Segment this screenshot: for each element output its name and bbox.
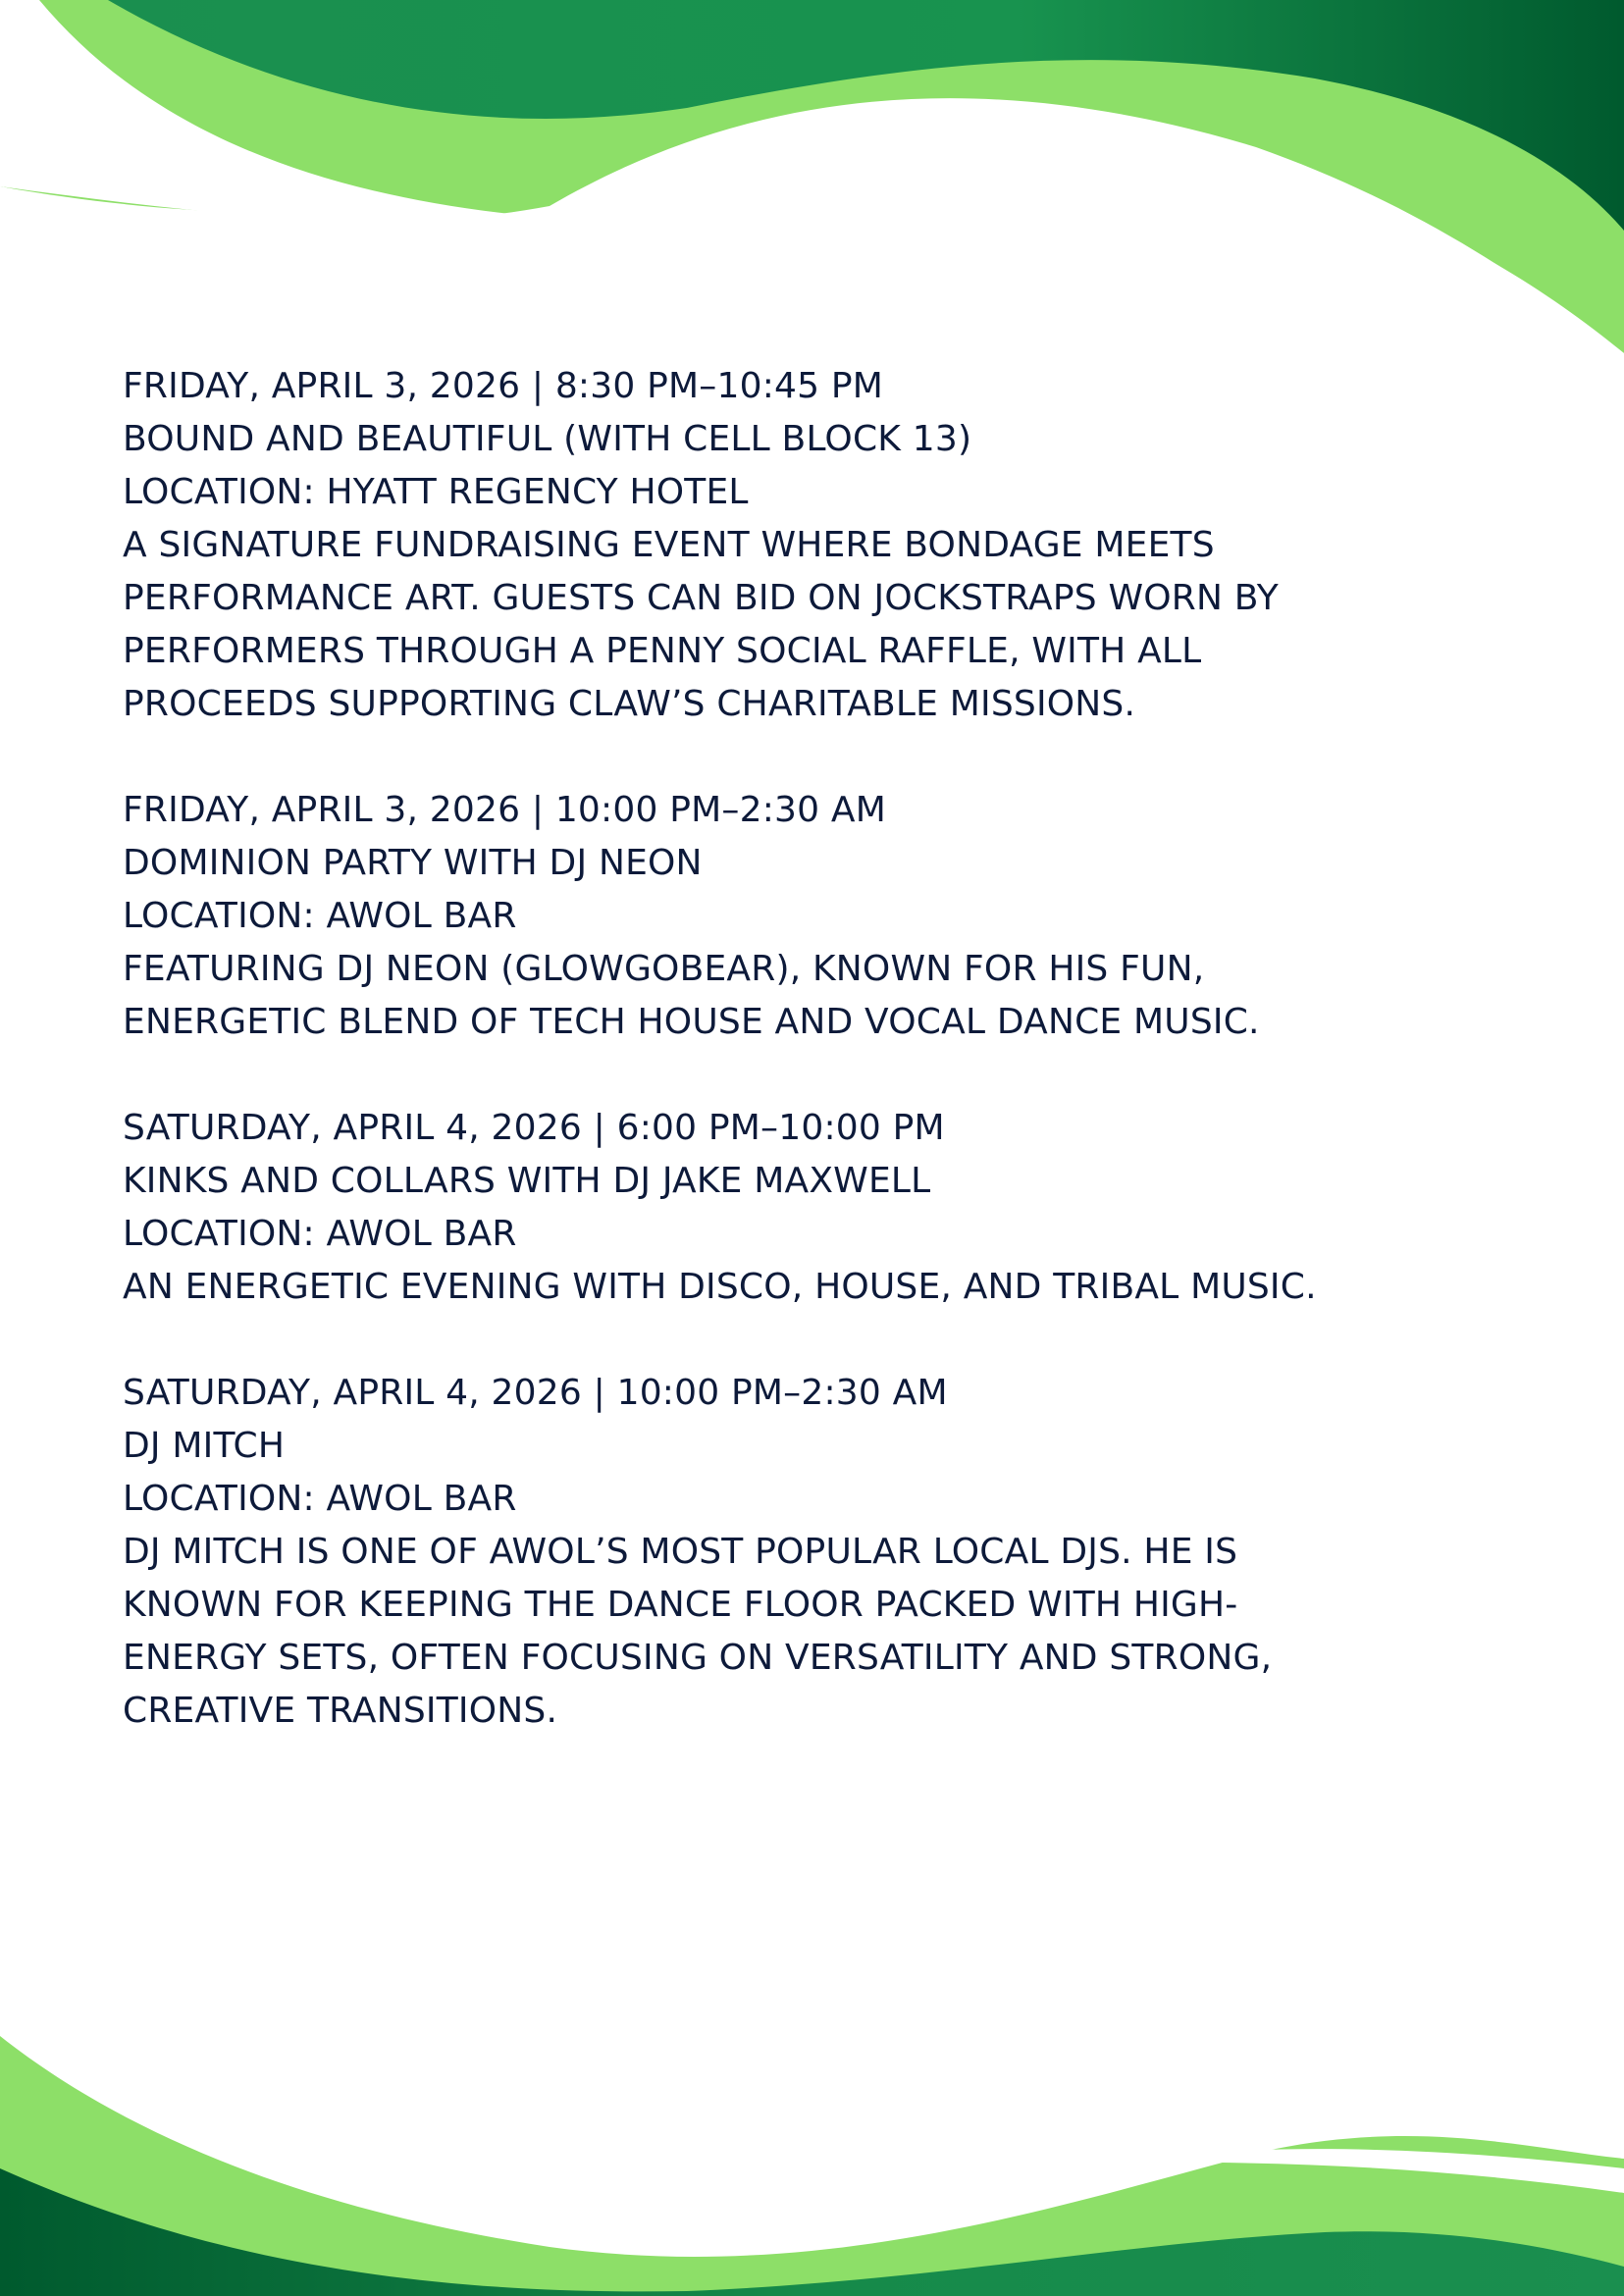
event-datetime: SATURDAY, APRIL 4, 2026 | 6:00 PM–10:00 PM: [123, 1108, 945, 1148]
event-description-line: PERFORMANCE ART. GUESTS CAN BID ON JOCKSTRAPS WORN BY: [123, 578, 1279, 618]
event-description-line: FEATURING DJ NEON (GLOWGOBEAR), KNOWN FOR HIS FUN,: [123, 949, 1205, 989]
event-entry: [123, 1367, 1516, 1738]
event-entry: [123, 360, 1516, 731]
event-location: LOCATION: AWOL BAR: [123, 1479, 517, 1519]
event-entry: [123, 1102, 1516, 1314]
event-description-line: ENERGY SETS, OFTEN FOCUSING ON VERSATILITY AND STRONG,: [123, 1638, 1273, 1678]
event-title: DJ MITCH: [123, 1426, 286, 1466]
top-wave-decoration: [0, 0, 1624, 353]
event-location: LOCATION: HYATT REGENCY HOTEL: [123, 472, 749, 512]
event-title: DOMINION PARTY WITH DJ NEON: [123, 843, 703, 883]
event-schedule: [123, 360, 1516, 1791]
event-description-line: ENERGETIC BLEND OF TECH HOUSE AND VOCAL DANCE MUSIC.: [123, 1002, 1260, 1042]
event-location: LOCATION: AWOL BAR: [123, 896, 517, 936]
event-description-line: PROCEEDS SUPPORTING CLAW’S CHARITABLE MISSIONS.: [123, 684, 1136, 724]
event-description-line: A SIGNATURE FUNDRAISING EVENT WHERE BONDAGE MEETS: [123, 525, 1215, 565]
event-datetime: FRIDAY, APRIL 3, 2026 | 10:00 PM–2:30 AM: [123, 790, 886, 830]
event-datetime: FRIDAY, APRIL 3, 2026 | 8:30 PM–10:45 PM: [123, 366, 884, 406]
event-location: LOCATION: AWOL BAR: [123, 1214, 517, 1254]
event-description-line: CREATIVE TRANSITIONS.: [123, 1691, 558, 1731]
event-description-line: PERFORMERS THROUGH A PENNY SOCIAL RAFFLE, WITH ALL: [123, 631, 1202, 671]
event-title: KINKS AND COLLARS WITH DJ JAKE MAXWELL: [123, 1161, 931, 1201]
bottom-wave-decoration: [0, 2021, 1624, 2296]
event-description-line: AN ENERGETIC EVENING WITH DISCO, HOUSE, AND TRIBAL MUSIC.: [123, 1267, 1317, 1307]
event-description-line: KNOWN FOR KEEPING THE DANCE FLOOR PACKED WITH HIGH-: [123, 1585, 1238, 1625]
event-description-line: DJ MITCH IS ONE OF AWOL’S MOST POPULAR LOCAL DJS. HE IS: [123, 1532, 1238, 1572]
event-entry: [123, 784, 1516, 1049]
event-title: BOUND AND BEAUTIFUL (WITH CELL BLOCK 13): [123, 419, 972, 459]
event-datetime: SATURDAY, APRIL 4, 2026 | 10:00 PM–2:30 AM: [123, 1373, 948, 1413]
